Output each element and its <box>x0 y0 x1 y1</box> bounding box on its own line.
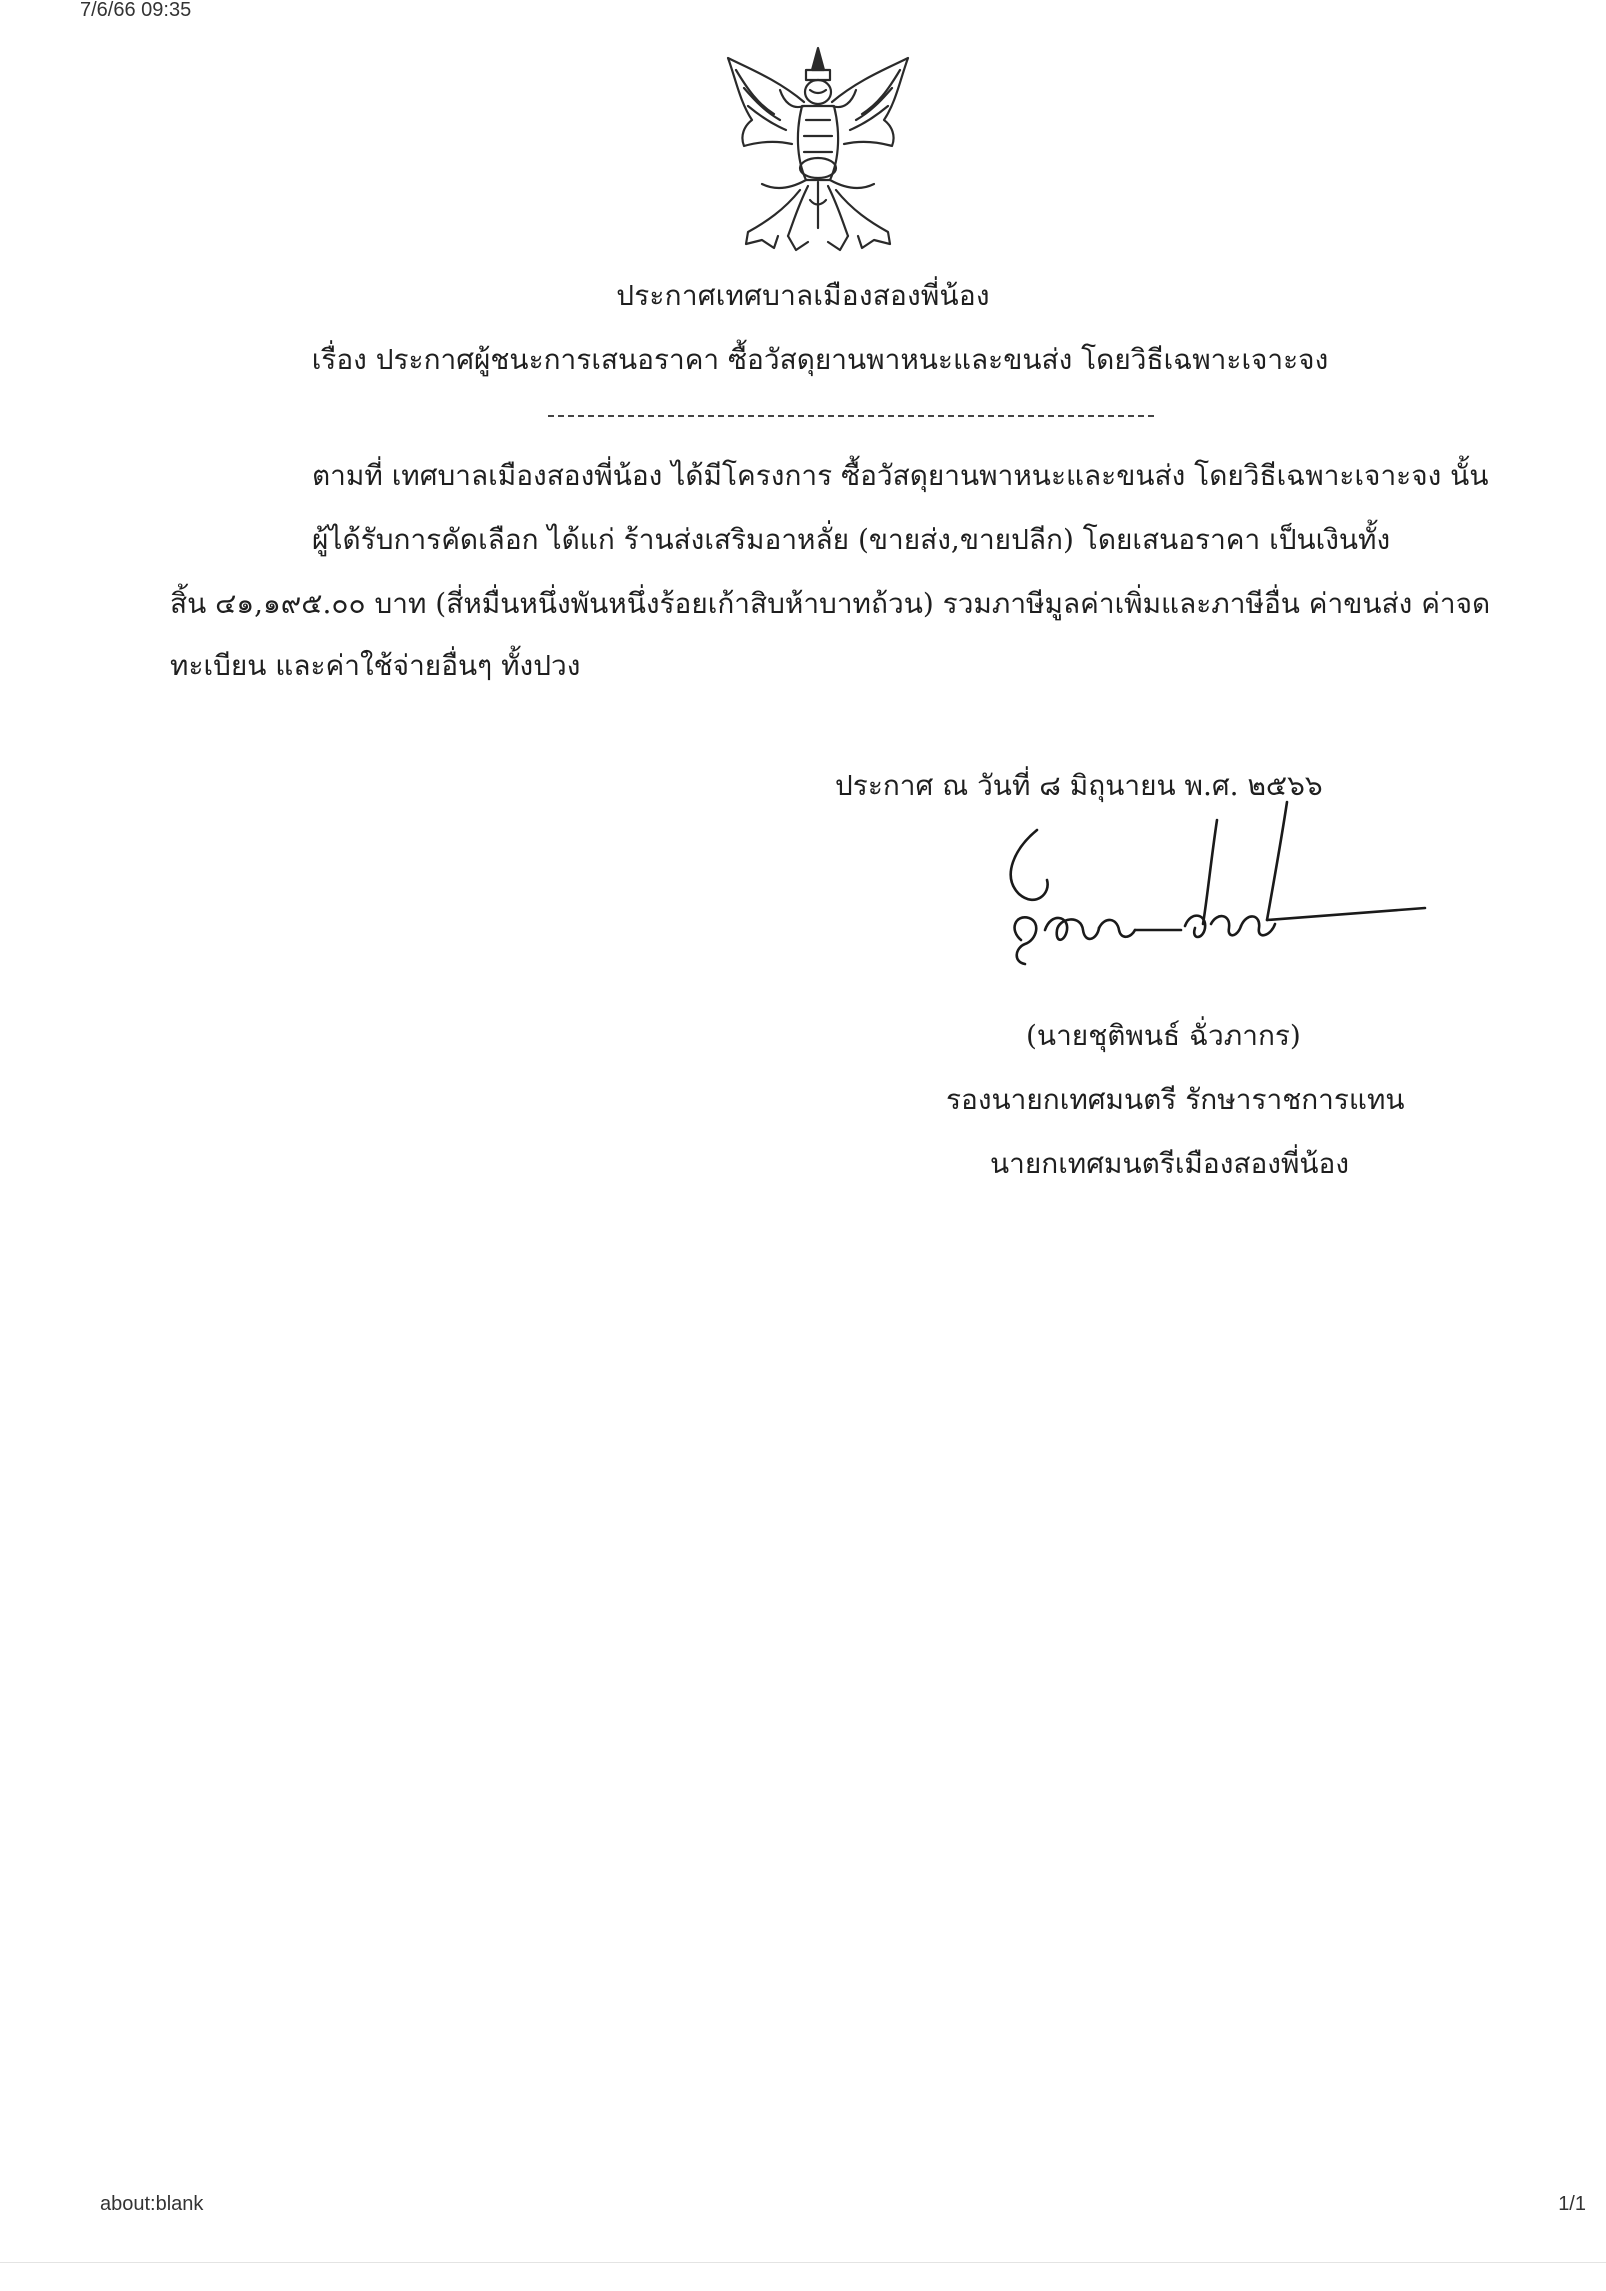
print-url: about:blank <box>100 2193 204 2215</box>
print-timestamp: 7/6/66 09:35 <box>80 0 192 21</box>
announcement-date: ประกาศ ณ วันที่ ๘ มิถุนายน พ.ศ. ๒๕๖๖ <box>835 769 1323 802</box>
signer-position-mayor: นายกเทศมนตรีเมืองสองพี่น้อง <box>990 1147 1350 1180</box>
body-line-1: ตามที่ เทศบาลเมืองสองพี่น้อง ได้มีโครงการ ซื้อวัสดุยานพาหนะและขนส่ง โดยวิธีเฉพาะเจาะจง นั้น <box>312 459 1489 492</box>
body-line-4: ทะเบียน และค่าใช้จ่ายอื่นๆ ทั้งปวง <box>170 649 581 682</box>
signer-position-acting: รองนายกเทศมนตรี รักษาราชการแทน <box>946 1083 1405 1116</box>
body-line-2: ผู้ได้รับการคัดเลือก ได้แก่ ร้านส่งเสริมอาหลั่ย (ขายส่ง,ขายปลีก) โดยเสนอราคา เป็นเงินทั้ง <box>312 523 1391 556</box>
print-page-number: 1/1 <box>1558 2193 1586 2215</box>
signature <box>985 790 1435 990</box>
page-bottom-edge <box>0 2262 1606 2263</box>
document-title: ประกาศเทศบาลเมืองสองพี่น้อง <box>616 279 990 312</box>
garuda-emblem-icon <box>718 40 918 260</box>
dashed-divider <box>548 415 1154 417</box>
document-subject: เรื่อง ประกาศผู้ชนะการเสนอราคา ซื้อวัสดุยานพาหนะและขนส่ง โดยวิธีเฉพาะเจาะจง <box>311 343 1329 376</box>
signer-name: (นายชุติพนธ์ ฉั่วภากร) <box>1026 1019 1301 1052</box>
body-line-3: สิ้น ๔๑,๑๙๕.๐๐ บาท (สี่หมื่นหนึ่งพันหนึ่งร้อยเก้าสิบห้าบาทถ้วน) รวมภาษีมูลค่าเพิ่มและภาษีอื่น ค่าขนส่ง ค่าจด <box>170 587 1491 620</box>
